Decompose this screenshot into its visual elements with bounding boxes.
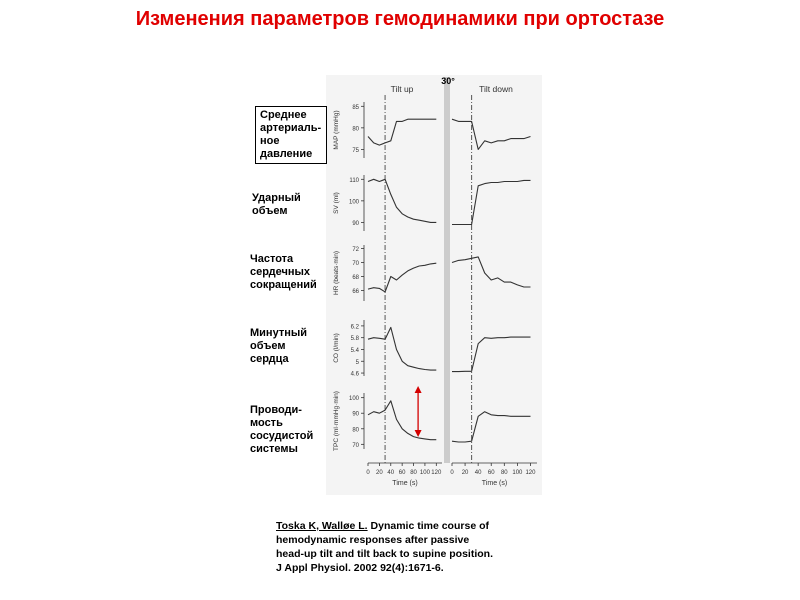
y-tick-label-hr: 72	[352, 247, 359, 253]
citation-line3: head-up tilt and tilt back to supine position.	[276, 548, 493, 560]
y-axis-label-co: CO (l/min)	[333, 333, 340, 363]
y-tick-label-map: 75	[352, 147, 359, 154]
y-tick-label-sv: 90	[352, 220, 359, 227]
citation-line2: hemodynamic responses after passive	[276, 534, 470, 546]
y-tick-label-co: 4.6	[350, 371, 359, 378]
y-axis-label-map: MAP (mmHg)	[333, 110, 340, 150]
page-title: Изменения параметров гемодинамики при ортостазе	[135, 8, 665, 30]
x-tick-label: 80	[410, 470, 417, 476]
label-tpc: Проводи- мость сосудистой системы	[250, 404, 314, 455]
trace-tpc-tilt-up	[368, 401, 436, 440]
label-sv: Ударный объем	[252, 192, 301, 217]
x-tick-label: 40	[387, 470, 395, 476]
x-tick-label: 0	[450, 470, 454, 476]
trace-hr-tilt-down	[452, 257, 531, 287]
y-axis-label-sv: SV (ml)	[333, 192, 340, 214]
x-tick-label: 80	[500, 470, 508, 476]
x-tick-label: 60	[398, 470, 406, 476]
label-co: Минутный объем сердца	[250, 327, 308, 365]
y-tick-label-co: 5	[355, 359, 359, 366]
citation-line4: J Appl Physiol. 2002 92(4):1671-6.	[276, 562, 444, 574]
panel-title-up: Tilt up	[390, 84, 414, 94]
trace-co-tilt-up	[368, 327, 436, 370]
trace-co-tilt-down	[452, 337, 531, 372]
y-axis-label-tpc: TPC (ml·mmHg·min)	[333, 391, 340, 451]
red-arrow-head-top	[415, 386, 422, 393]
y-tick-label-tpc: 90	[352, 411, 359, 418]
x-tick-label: 100	[512, 470, 523, 476]
x-axis-label: Time (s)	[392, 480, 418, 487]
x-tick-label: 0	[366, 470, 370, 476]
label-hr: Частота сердечных сокращений	[250, 253, 317, 291]
x-tick-label: 60	[487, 470, 495, 476]
x-tick-label: 100	[419, 470, 430, 476]
x-tick-label: 20	[461, 470, 469, 476]
y-tick-label-hr: 68	[352, 275, 359, 281]
y-tick-label-tpc: 80	[352, 427, 359, 434]
y-tick-label-co: 5.4	[350, 347, 359, 354]
y-tick-label-map: 85	[352, 104, 359, 111]
y-tick-label-co: 6.2	[350, 324, 359, 331]
trace-map-tilt-up	[368, 119, 436, 145]
hemodynamics-chart	[326, 75, 542, 495]
trace-sv-tilt-down	[452, 180, 531, 224]
trace-hr-tilt-up	[368, 263, 436, 292]
red-arrow-head-bottom	[415, 430, 422, 437]
x-tick-label: 120	[431, 470, 442, 476]
x-tick-label: 20	[376, 470, 383, 476]
x-axis-label: Time (s)	[481, 480, 508, 487]
citation-line1: Dynamic time course of	[367, 520, 489, 532]
panel-gap	[444, 77, 450, 463]
label-map: Среднее артериаль- ное давление	[255, 106, 327, 164]
trace-sv-tilt-up	[368, 179, 436, 222]
y-axis-label-hr: HR (beats·min)	[333, 250, 340, 296]
citation	[276, 519, 493, 575]
y-tick-label-hr: 66	[352, 289, 359, 295]
x-tick-label: 40	[474, 470, 482, 476]
y-tick-label-co: 5.8	[350, 336, 359, 343]
trace-tpc-tilt-down	[452, 412, 531, 442]
y-tick-label-sv: 100	[348, 199, 359, 206]
tilt-angle-label: 30°	[441, 76, 455, 86]
panel-title-down: Tilt down	[479, 84, 513, 94]
y-tick-label-sv: 110	[349, 177, 359, 184]
hemodynamics-figure	[326, 75, 542, 495]
x-tick-label: 120	[525, 470, 536, 476]
y-tick-label-hr: 70	[352, 261, 359, 267]
y-tick-label-tpc: 100	[348, 396, 359, 403]
citation-authors[interactable]: Toska K, Walløe L.	[276, 520, 368, 532]
y-tick-label-tpc: 70	[352, 442, 359, 449]
y-tick-label-map: 80	[352, 126, 359, 133]
trace-map-tilt-down	[452, 119, 531, 149]
